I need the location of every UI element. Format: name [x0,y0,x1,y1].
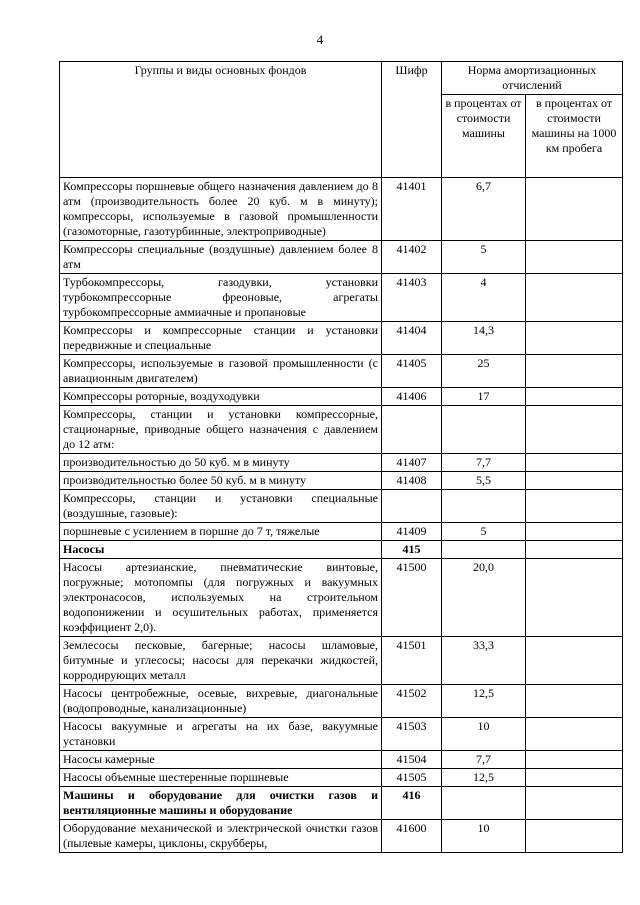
row-per-1000km [526,523,623,541]
table-row [60,769,623,787]
table-row [60,541,623,559]
row-per-1000km [526,322,623,355]
row-code [382,406,442,454]
row-percent [442,541,526,559]
table-row [60,241,623,274]
table-row [60,406,623,454]
row-per-1000km [526,787,623,820]
row-percent: 12,5 [442,685,526,718]
row-name: Насосы вакуумные и агрегаты на их базе, вакуумные установки [60,718,382,751]
row-per-1000km [526,406,623,454]
row-name: Машины и оборудование для очистки газов и вентиляционные машины и оборудование [60,787,382,820]
row-code: 415 [382,541,442,559]
row-code: 41405 [382,355,442,388]
table-row [60,388,623,406]
table-row [60,490,623,523]
row-percent: 14,3 [442,322,526,355]
row-name: производительностью более 50 куб. м в минуту [60,472,382,490]
row-code: 41504 [382,751,442,769]
row-name: Насосы артезианские, пневматические винтовые, погружные; мотопомпы (для погружных и вакуумных электронасосов, используемых на строительном водопонижении и осушительных работах, применяется коэффициент 2,0). [60,559,382,637]
table-row [60,472,623,490]
row-per-1000km [526,559,623,637]
row-per-1000km [526,685,623,718]
header-groups: Группы и виды основных фондов [60,62,382,178]
table-row [60,559,623,637]
row-name: поршневые с усилением в поршне до 7 т, тяжелые [60,523,382,541]
row-percent: 5,5 [442,472,526,490]
row-code: 41402 [382,241,442,274]
row-name: Компрессоры, используемые в газовой промышленности (с авиационным двигателем) [60,355,382,388]
row-name: Компрессоры специальные (воздушные) давлением более 8 атм [60,241,382,274]
row-per-1000km [526,490,623,523]
row-per-1000km [526,472,623,490]
table-row [60,523,623,541]
row-percent: 10 [442,718,526,751]
row-per-1000km [526,355,623,388]
row-per-1000km [526,241,623,274]
row-name: Компрессоры и компрессорные станции и установки передвижные и специальные [60,322,382,355]
row-percent: 7,7 [442,751,526,769]
row-percent [442,787,526,820]
row-code: 41407 [382,454,442,472]
row-name: Компрессоры, станции и установки специальные (воздушные, газовые): [60,490,382,523]
row-code: 41505 [382,769,442,787]
table-row [60,820,623,853]
table-row [60,685,623,718]
row-code: 41501 [382,637,442,685]
row-per-1000km [526,769,623,787]
header-code: Шифр [382,62,442,178]
table-row [60,274,623,322]
table-row [60,718,623,751]
depreciation-table [59,61,623,853]
row-code [382,490,442,523]
row-code: 41502 [382,685,442,718]
row-percent: 12,5 [442,769,526,787]
row-per-1000km [526,274,623,322]
table-row [60,355,623,388]
row-percent: 10 [442,820,526,853]
row-percent: 5 [442,241,526,274]
table-row [60,637,623,685]
row-code: 41404 [382,322,442,355]
row-percent [442,490,526,523]
row-code: 41403 [382,274,442,322]
row-per-1000km [526,637,623,685]
row-percent: 25 [442,355,526,388]
row-percent: 5 [442,523,526,541]
table-row [60,787,623,820]
row-percent [442,406,526,454]
row-per-1000km [526,718,623,751]
row-name: Насосы [60,541,382,559]
row-name: Компрессоры, станции и установки компрессорные, стационарные, приводные общего назначения с давлением до 12 атм: [60,406,382,454]
table-body [60,178,623,853]
header-norm: Норма амортизационных отчислений [442,62,623,95]
row-percent: 4 [442,274,526,322]
row-name: Насосы объемные шестеренные поршневые [60,769,382,787]
row-name: Насосы центробежные, осевые, вихревые, диагональные (водопроводные, канализационные) [60,685,382,718]
row-percent: 17 [442,388,526,406]
row-code: 41406 [382,388,442,406]
row-name: Компрессоры поршневые общего назначения давлением до 8 атм (производительность более 20 куб. м в минуту); компрессоры, используемые в газовой промышленности (газомоторные, газотурбинные, электроприводные) [60,178,382,241]
row-per-1000km [526,820,623,853]
row-code: 41401 [382,178,442,241]
row-name: Компрессоры роторные, воздуходувки [60,388,382,406]
table-row [60,322,623,355]
page-number: 4 [316,32,324,47]
row-per-1000km [526,178,623,241]
row-name: Турбокомпрессоры, газодувки, установки турбокомпрессорные фреоновые, агрегаты турбокомпрессорные аммиачные и пропановые [60,274,382,322]
table-row [60,178,623,241]
row-name: Оборудование механической и электрической очистки газов (пылевые камеры, циклоны, скрубберы, [60,820,382,853]
row-code: 41409 [382,523,442,541]
row-name: производительностью до 50 куб. м в минуту [60,454,382,472]
row-per-1000km [526,751,623,769]
row-name: Насосы камерные [60,751,382,769]
row-code: 41503 [382,718,442,751]
row-code: 416 [382,787,442,820]
row-percent: 6,7 [442,178,526,241]
row-per-1000km [526,388,623,406]
row-name: Землесосы песковые, багерные; насосы шламовые, битумные и углесосы; насосы для перекачки жидкостей, корродирующих металл [60,637,382,685]
row-per-1000km [526,454,623,472]
row-per-1000km [526,541,623,559]
table-row [60,454,623,472]
row-code: 41500 [382,559,442,637]
row-percent: 20,0 [442,559,526,637]
row-percent: 33,3 [442,637,526,685]
row-code: 41408 [382,472,442,490]
row-percent: 7,7 [442,454,526,472]
header-percent-cost: в процентах от стоимости машины [442,95,526,178]
header-per-1000km: в процентах от стоимости машины на 1000 км пробега [526,95,623,178]
table-row [60,751,623,769]
row-code: 41600 [382,820,442,853]
